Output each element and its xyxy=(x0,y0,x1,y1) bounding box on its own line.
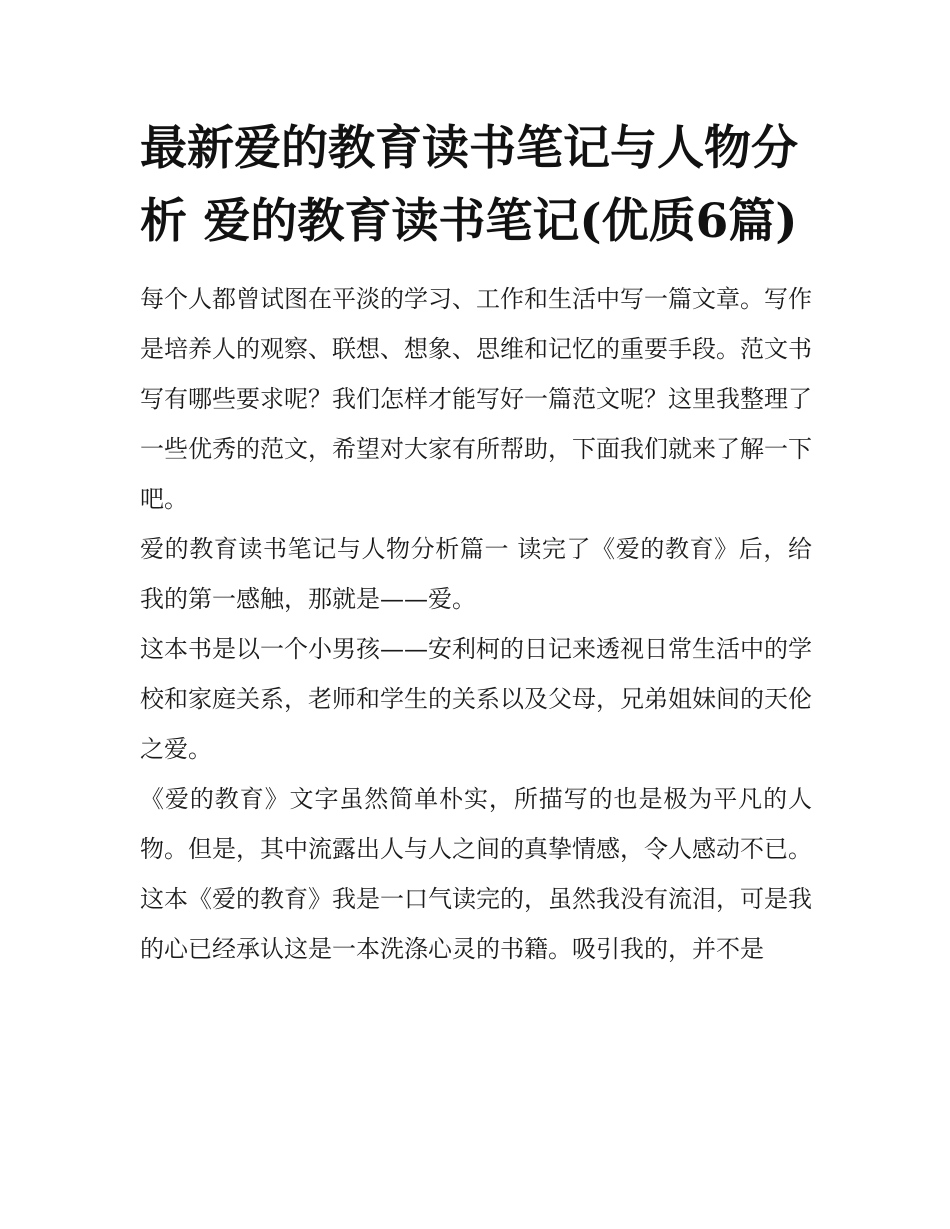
paragraph-writing-style: 《爱的教育》文字虽然简单朴实，所描写的也是极为平凡的人物。但是，其中流露出人与人之间的真挚情感，令人感动不已。 xyxy=(140,785,812,863)
paragraph-book-summary: 这本书是以一个小男孩——安利柯的日记来透视日常生活中的学校和家庭关系，老师和学生的关系以及父母，兄弟姐妹间的天伦之爱。 xyxy=(140,635,812,763)
paragraph-intro: 每个人都曾试图在平淡的学习、工作和生活中写一篇文章。写作是培养人的观察、联想、想象、思维和记忆的重要手段。范文书写有哪些要求呢？我们怎样才能写好一篇范文呢？这里我整理了一些优秀的范文，希望对大家有所帮助，下面我们就来了解一下吧。 xyxy=(140,285,812,513)
paragraph-reading-impression: 这本《爱的教育》我是一口气读完的，虽然我没有流泪，可是我的心已经承认这是一本洗涤心灵的书籍。吸引我的，并不是 xyxy=(140,885,812,963)
document-body xyxy=(140,274,812,974)
document-content xyxy=(140,112,812,974)
document-title: 最新爱的教育读书笔记与人物分析 爱的教育读书笔记(优质6篇) xyxy=(140,121,798,249)
paragraph-section-one: 爱的教育读书笔记与人物分析篇一 读完了《爱的教育》后，给我的第一感触，那就是——爱。 xyxy=(140,535,812,613)
